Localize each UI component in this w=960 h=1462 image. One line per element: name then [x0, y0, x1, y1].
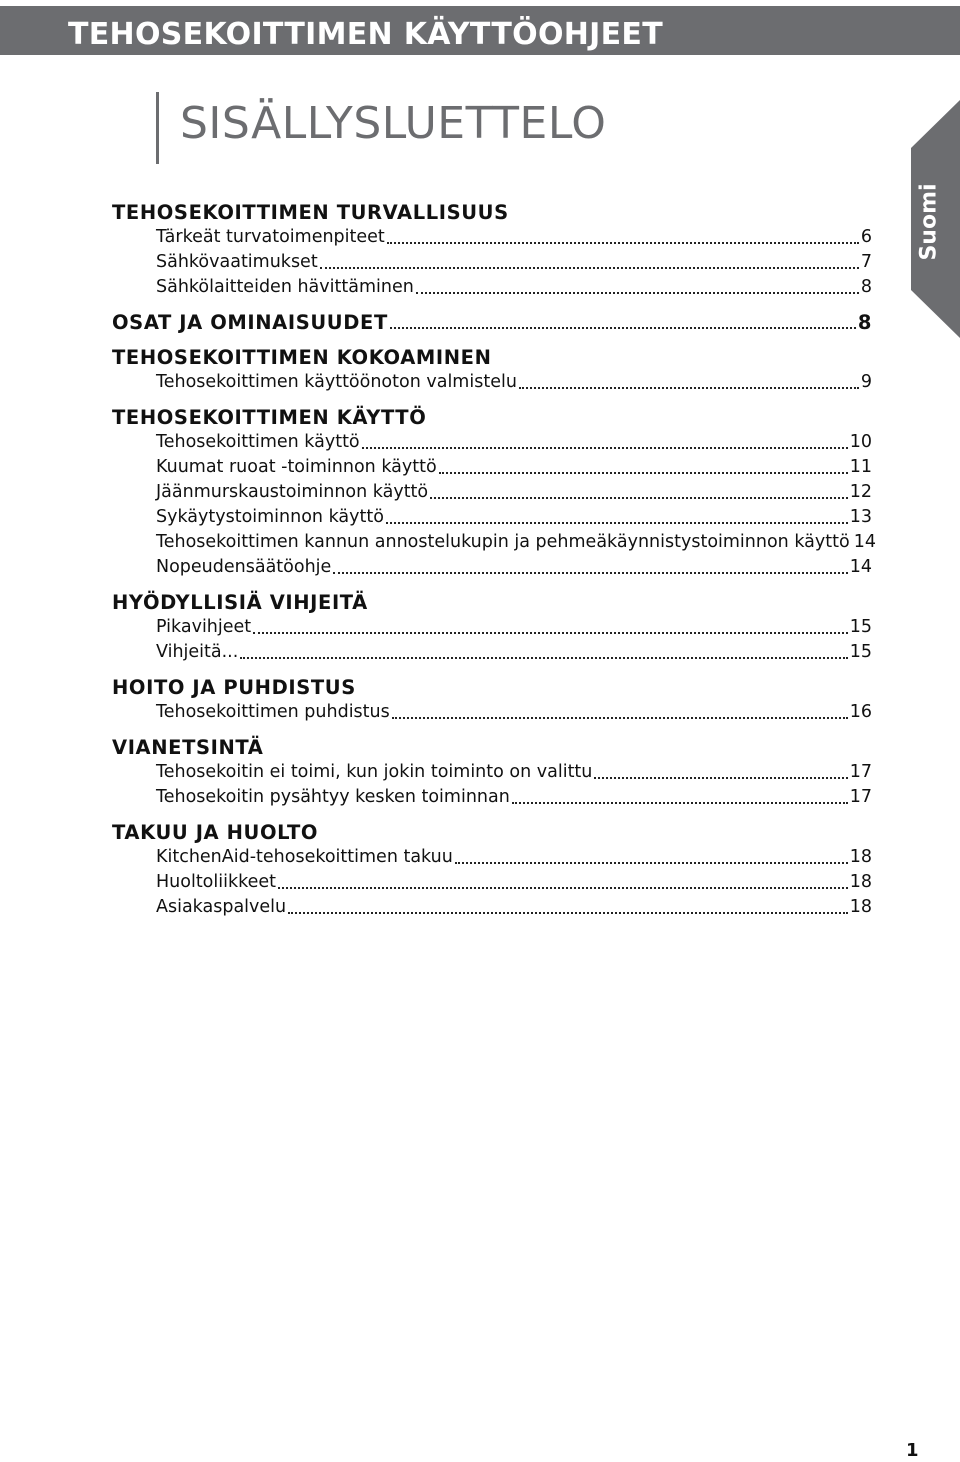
dot-leader [430, 497, 848, 499]
toc-entry-label: Jäänmurskaustoiminnon käyttö [156, 482, 429, 502]
toc-entry[interactable] [156, 480, 872, 505]
toc-page-number: 14 [849, 557, 872, 577]
toc-page-number: 16 [849, 702, 872, 722]
toc-page-number: 13 [849, 507, 872, 527]
toc-section [112, 345, 872, 395]
toc-entry-label: Vihjeitä... [156, 642, 239, 662]
toc-page-number: 10 [849, 432, 872, 452]
toc-section-title: OSAT JA OMINAISUUDET [112, 311, 388, 334]
toc-entry-label: Tehosekoittimen kannun annostelukupin ja pehmeäkäynnistystoiminnon käyttö [156, 532, 850, 552]
toc-entry[interactable] [156, 225, 872, 250]
toc-page-number: 15 [849, 617, 872, 637]
toc-page-number: 8 [860, 277, 872, 297]
dot-leader [240, 657, 847, 659]
toc-entry[interactable] [156, 505, 872, 530]
dot-leader [416, 292, 859, 294]
section-gap [112, 395, 872, 405]
toc-entry[interactable] [156, 845, 872, 870]
toc-page-number: 18 [849, 847, 872, 867]
toc-section-title: VIANETSINTÄ [112, 736, 264, 759]
dot-leader [594, 777, 847, 779]
toc-page-number: 6 [860, 227, 872, 247]
toc-section [112, 590, 872, 665]
toc-section-title: TEHOSEKOITTIMEN KOKOAMINEN [112, 346, 492, 369]
toc-entry-label: Tehosekoittimen käyttöönoton valmistelu [156, 372, 517, 392]
toc-page-number: 15 [849, 642, 872, 662]
toc-heading: SISÄLLYSLUETTELO [180, 98, 607, 149]
dot-leader [253, 632, 848, 634]
table-of-contents [112, 200, 876, 920]
toc-entry-label: Tehosekoittimen puhdistus [156, 702, 390, 722]
toc-section [112, 820, 872, 920]
toc-page-number: 12 [849, 482, 872, 502]
heading-rule [156, 92, 159, 164]
dot-leader [288, 912, 848, 914]
toc-section [112, 200, 872, 300]
toc-entry-label: Tärkeät turvatoimenpiteet [156, 227, 385, 247]
dot-leader [278, 887, 848, 889]
toc-page-number: 17 [849, 762, 872, 782]
toc-entry-label: Kuumat ruoat -toiminnon käyttö [156, 457, 437, 477]
toc-entry[interactable] [156, 640, 872, 665]
section-gap [112, 580, 872, 590]
toc-entry-label: Tehosekoitin ei toimi, kun jokin toiminto on valittu [156, 762, 593, 782]
toc-entry[interactable] [156, 530, 876, 555]
toc-section [112, 405, 876, 580]
toc-page-number: 9 [860, 372, 872, 392]
toc-entry[interactable] [156, 455, 872, 480]
section-gap [112, 300, 872, 310]
toc-entry[interactable] [156, 700, 872, 725]
toc-section-title: TEHOSEKOITTIMEN KÄYTTÖ [112, 406, 427, 429]
toc-entry[interactable] [156, 555, 872, 580]
toc-page-number: 8 [857, 311, 872, 334]
toc-page-number: 17 [849, 787, 872, 807]
section-gap [112, 810, 872, 820]
dot-leader [512, 802, 848, 804]
toc-page-number: 7 [860, 252, 872, 272]
section-gap [112, 725, 872, 735]
toc-section-title: HOITO JA PUHDISTUS [112, 676, 356, 699]
toc-entry[interactable] [156, 370, 872, 395]
section-gap [112, 335, 872, 345]
page-number: 1 [906, 1440, 919, 1461]
dot-leader [386, 522, 848, 524]
toc-section [112, 310, 872, 335]
toc-entry-label: Tehosekoitin pysähtyy kesken toiminnan [156, 787, 510, 807]
toc-entry-label: Sähkövaatimukset [156, 252, 318, 272]
toc-entry-label: KitchenAid-tehosekoittimen takuu [156, 847, 453, 867]
dot-leader [455, 862, 848, 864]
dot-leader [387, 242, 859, 244]
toc-page-number: 11 [849, 457, 872, 477]
toc-section-entry[interactable] [112, 310, 872, 335]
toc-entry-label: Huoltoliikkeet [156, 872, 277, 892]
toc-entry[interactable] [156, 870, 872, 895]
header-bar [0, 6, 960, 55]
toc-entry[interactable] [156, 785, 872, 810]
toc-entry-label: Asiakaspalvelu [156, 897, 287, 917]
dot-leader [333, 572, 847, 574]
toc-section-title: TAKUU JA HUOLTO [112, 821, 319, 844]
dot-leader [519, 387, 859, 389]
dot-leader [439, 472, 848, 474]
dot-leader [320, 267, 859, 269]
dot-leader [362, 447, 848, 449]
toc-entry-label: Sähkölaitteiden hävittäminen [156, 277, 414, 297]
toc-section-title: HYÖDYLLISIÄ VIHJEITÄ [112, 591, 368, 614]
language-tab-label: Suomi [916, 183, 942, 261]
toc-section [112, 675, 872, 725]
toc-entry[interactable] [156, 275, 872, 300]
toc-entry[interactable] [156, 895, 872, 920]
toc-entry-label: Pikavihjeet [156, 617, 252, 637]
toc-entry-label: Nopeudensäätöohje [156, 557, 332, 577]
toc-page-number: 18 [849, 897, 872, 917]
toc-section [112, 735, 872, 810]
dot-leader [392, 717, 848, 719]
dot-leader [390, 327, 856, 329]
toc-entry-label: Sykäytystoiminnon käyttö [156, 507, 384, 527]
toc-entry[interactable] [156, 250, 872, 275]
toc-entry-label: Tehosekoittimen käyttö [156, 432, 360, 452]
toc-entry[interactable] [156, 430, 872, 455]
toc-page-number: 14 [853, 532, 876, 552]
document-title: TEHOSEKOITTIMEN KÄYTTÖOHJEET [68, 17, 663, 52]
toc-entry[interactable] [156, 615, 872, 640]
section-gap [112, 665, 872, 675]
toc-section-title: TEHOSEKOITTIMEN TURVALLISUUS [112, 201, 509, 224]
toc-page-number: 18 [849, 872, 872, 892]
toc-entry[interactable] [156, 760, 872, 785]
